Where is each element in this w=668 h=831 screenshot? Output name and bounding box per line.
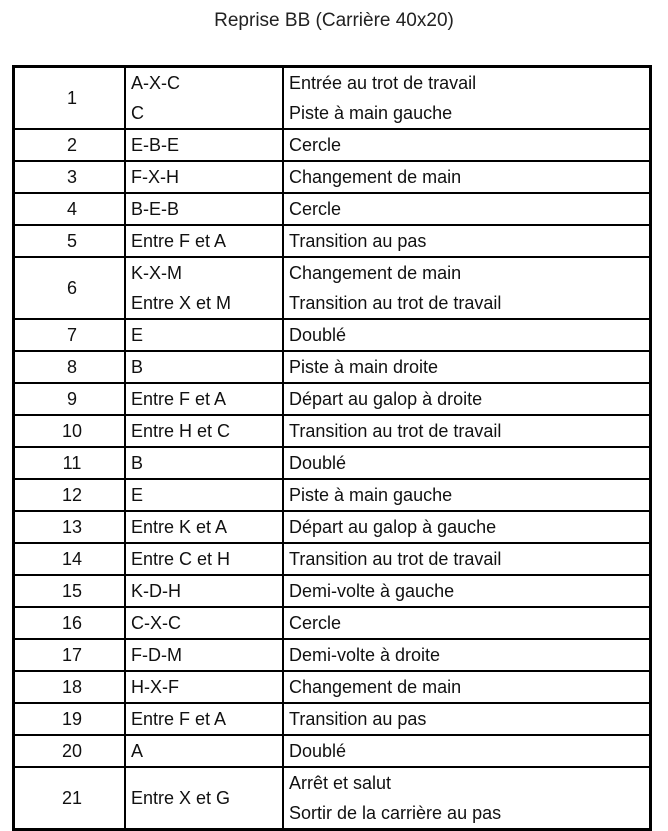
- position-cell: [125, 161, 283, 193]
- movement-text: Départ au galop à gauche: [289, 517, 497, 537]
- movement-text: Changement de main: [289, 167, 462, 187]
- position-text: K-D-H: [131, 581, 181, 601]
- step-number: 9: [14, 383, 126, 415]
- movement-cell: [283, 193, 651, 225]
- movement-text: Transition au trot de travail: [289, 293, 502, 313]
- movement-cell: [283, 257, 651, 319]
- position-cell: [125, 543, 283, 575]
- movement-text: Demi-volte à gauche: [289, 581, 455, 601]
- step-number: 2: [14, 129, 126, 161]
- position-text: H-X-F: [131, 677, 179, 697]
- position-cell: [125, 639, 283, 671]
- position-cell: [125, 479, 283, 511]
- movement-text: Changement de main: [289, 677, 462, 697]
- movement-cell: [283, 225, 651, 257]
- table-row: [14, 257, 651, 319]
- position-cell: [125, 447, 283, 479]
- step-number: 11: [14, 447, 126, 479]
- position-text: E-B-E: [131, 135, 180, 155]
- position-text: C-X-C: [131, 613, 181, 633]
- movement-cell: [283, 767, 651, 830]
- step-number: 6: [14, 257, 126, 319]
- step-number: 7: [14, 319, 126, 351]
- table-row: [14, 511, 651, 543]
- position-text: C: [131, 103, 144, 123]
- movement-cell: [283, 479, 651, 511]
- position-text: B: [131, 453, 144, 473]
- table-row: [14, 225, 651, 257]
- table-row: [14, 767, 651, 830]
- table-row: [14, 351, 651, 383]
- movement-text: Doublé: [289, 741, 347, 761]
- position-cell: [125, 671, 283, 703]
- movement-text: Transition au trot de travail: [289, 421, 502, 441]
- position-text: B-E-B: [131, 199, 180, 219]
- step-number: 16: [14, 607, 126, 639]
- table-row: [14, 607, 651, 639]
- step-number: 19: [14, 703, 126, 735]
- step-number: 14: [14, 543, 126, 575]
- position-text: A: [131, 741, 144, 761]
- movement-cell: [283, 161, 651, 193]
- movement-text: Piste à main droite: [289, 357, 439, 377]
- step-number: 5: [14, 225, 126, 257]
- table-row: [14, 129, 651, 161]
- movement-text: Doublé: [289, 325, 347, 345]
- table-row: [14, 161, 651, 193]
- position-text: F-X-H: [131, 167, 179, 187]
- movement-text: Doublé: [289, 453, 347, 473]
- position-text: A-X-C: [131, 73, 180, 93]
- step-number: 17: [14, 639, 126, 671]
- table-row: [14, 575, 651, 607]
- step-number: 3: [14, 161, 126, 193]
- position-text: B: [131, 357, 144, 377]
- movement-cell: [283, 415, 651, 447]
- movement-cell: [283, 447, 651, 479]
- movement-cell: [283, 575, 651, 607]
- movement-text: Entrée au trot de travail: [289, 73, 477, 93]
- position-cell: [125, 129, 283, 161]
- position-cell: [125, 703, 283, 735]
- movement-text: Transition au pas: [289, 231, 427, 251]
- step-number: 10: [14, 415, 126, 447]
- position-cell: [125, 67, 283, 130]
- movement-text: Départ au galop à droite: [289, 389, 483, 409]
- table-row: [14, 543, 651, 575]
- position-cell: [125, 607, 283, 639]
- movement-text: Sortir de la carrière au pas: [289, 803, 502, 823]
- position-text: Entre F et A: [131, 709, 227, 729]
- table-row: [14, 671, 651, 703]
- position-cell: [125, 319, 283, 351]
- position-cell: [125, 193, 283, 225]
- movement-text: Transition au trot de travail: [289, 549, 502, 569]
- step-number: 15: [14, 575, 126, 607]
- table-row: [14, 703, 651, 735]
- step-number: 20: [14, 735, 126, 767]
- position-text: Entre F et A: [131, 231, 227, 251]
- movement-cell: [283, 607, 651, 639]
- movement-cell: [283, 671, 651, 703]
- table-row: [14, 415, 651, 447]
- movement-cell: [283, 351, 651, 383]
- position-text: E: [131, 485, 144, 505]
- position-cell: [125, 383, 283, 415]
- table-row: [14, 319, 651, 351]
- movement-cell: [283, 511, 651, 543]
- table-row: [14, 479, 651, 511]
- page-title: Reprise BB (Carrière 40x20): [214, 10, 454, 31]
- position-cell: [125, 735, 283, 767]
- position-cell: [125, 225, 283, 257]
- step-number: 4: [14, 193, 126, 225]
- movement-text: Piste à main gauche: [289, 485, 453, 505]
- movement-text: Cercle: [289, 135, 342, 155]
- position-text: E: [131, 325, 144, 345]
- movement-text: Cercle: [289, 613, 342, 633]
- table-row: [14, 447, 651, 479]
- movement-cell: [283, 67, 651, 130]
- position-cell: [125, 351, 283, 383]
- movement-text: Arrêt et salut: [289, 773, 392, 793]
- position-cell: [125, 415, 283, 447]
- position-text: K-X-M: [131, 263, 182, 283]
- position-cell: [125, 511, 283, 543]
- position-text: Entre X et G: [131, 788, 231, 808]
- table-row: [14, 735, 651, 767]
- table-row: [14, 639, 651, 671]
- movement-cell: [283, 639, 651, 671]
- movement-cell: [283, 383, 651, 415]
- movement-text: Piste à main gauche: [289, 103, 453, 123]
- movement-cell: [283, 735, 651, 767]
- step-number: 18: [14, 671, 126, 703]
- position-text: Entre C et H: [131, 549, 231, 569]
- movement-cell: [283, 319, 651, 351]
- position-text: Entre H et C: [131, 421, 231, 441]
- movement-cell: [283, 129, 651, 161]
- position-cell: [125, 257, 283, 319]
- movement-text: Demi-volte à droite: [289, 645, 441, 665]
- position-text: Entre K et A: [131, 517, 228, 537]
- position-text: Entre X et M: [131, 293, 232, 313]
- position-cell: [125, 767, 283, 830]
- step-number: 8: [14, 351, 126, 383]
- position-text: F-D-M: [131, 645, 182, 665]
- step-number: 13: [14, 511, 126, 543]
- position-text: Entre F et A: [131, 389, 227, 409]
- table-row: [14, 193, 651, 225]
- movement-text: Cercle: [289, 199, 342, 219]
- table-row: [14, 383, 651, 415]
- table-body: [14, 67, 651, 830]
- position-cell: [125, 575, 283, 607]
- movement-text: Changement de main: [289, 263, 462, 283]
- step-number: 21: [14, 767, 126, 830]
- table-row: [14, 67, 651, 130]
- reprise-table: [12, 65, 652, 831]
- step-number: 12: [14, 479, 126, 511]
- movement-cell: [283, 703, 651, 735]
- movement-cell: [283, 543, 651, 575]
- movement-text: Transition au pas: [289, 709, 427, 729]
- step-number: 1: [14, 67, 126, 130]
